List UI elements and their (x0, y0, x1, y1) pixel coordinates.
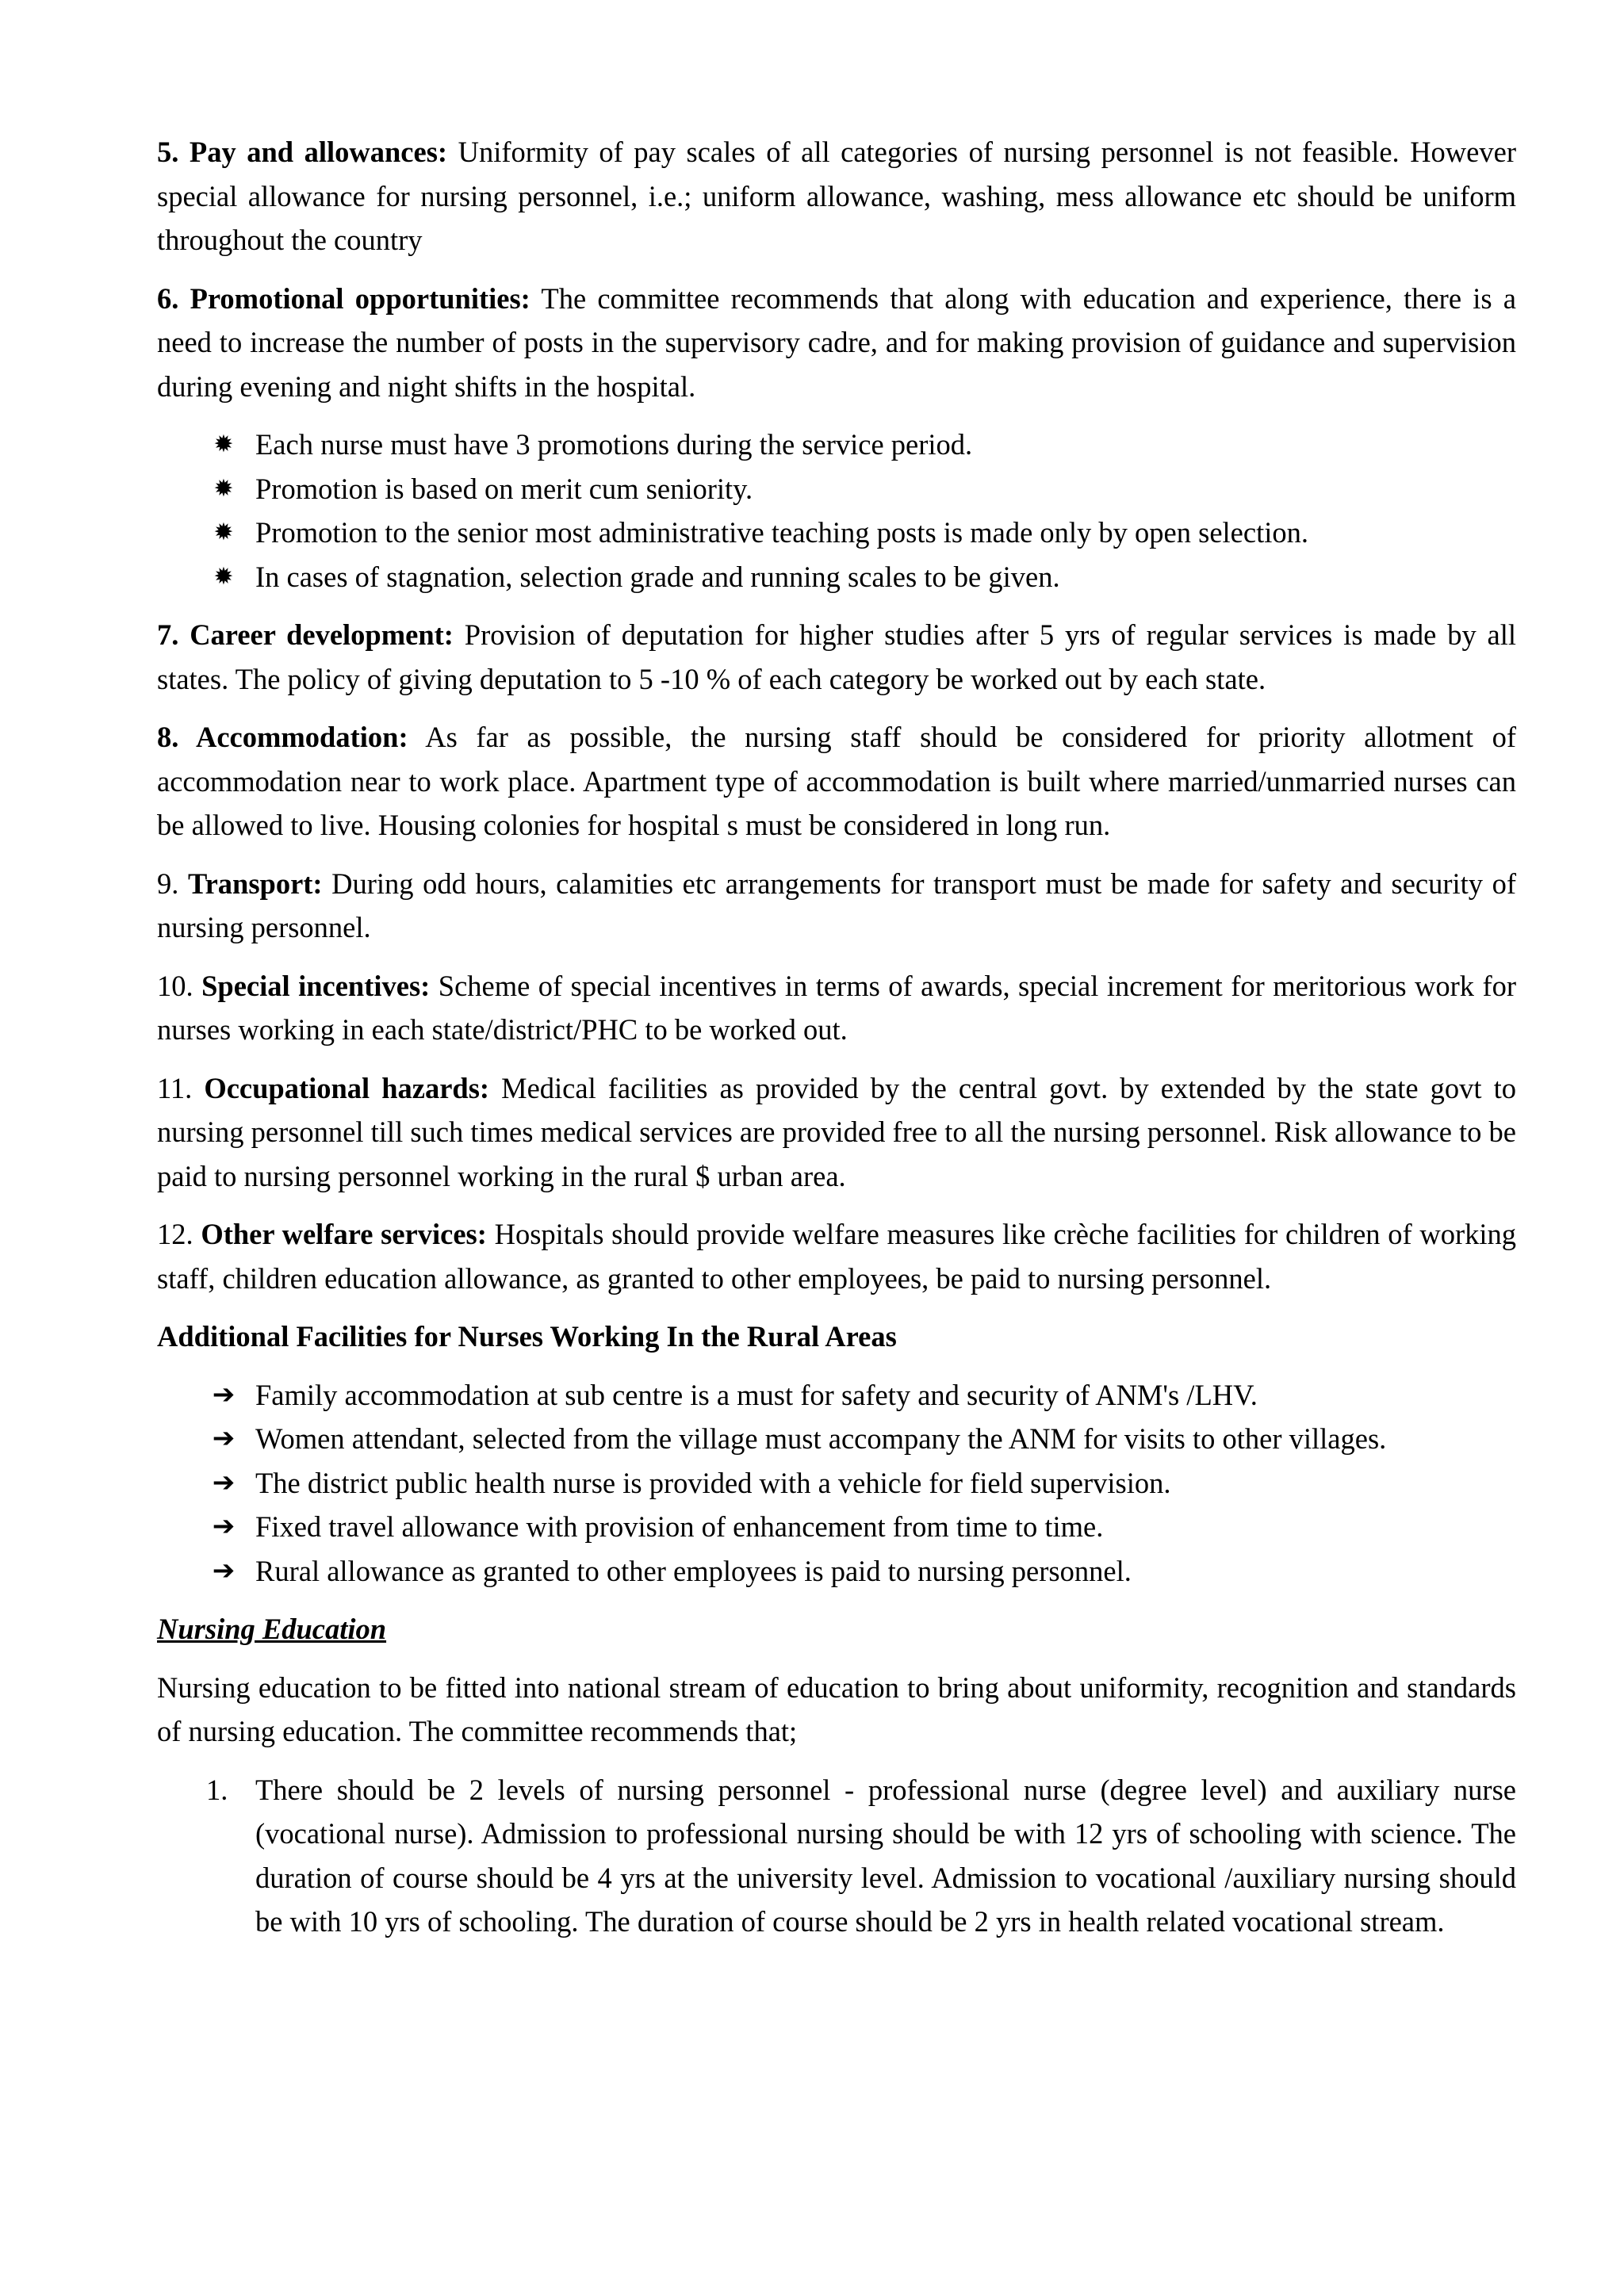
section-number: 9. (157, 867, 188, 900)
promotion-bullet-list (157, 423, 1516, 599)
section-body: As far as possible, the nursing staff should be considered for priority allotment of accommodation near to work place. Apartment type of accommodation is built where married/unmarried nurses can be allowed to live. Housing colonies for hospital s must be considered in long run. (157, 721, 1517, 841)
section-body: Medical facilities as provided by the central govt. by extended by the state govt to nursing personnel till such times medical services are provided free to all the nursing personnel. Risk allowance to be paid to nursing personnel working in the rural $ urban area. (157, 1071, 1517, 1192)
list-item (157, 511, 1516, 555)
section-body: Scheme of special incentives in terms of awards, special increment for meritorious work for nurses working in each state/district/PHC to be worked out. (157, 969, 1517, 1046)
section-body: During odd hours, calamities etc arrangements for transport must be made for safety and security of nursing personnel. (157, 867, 1517, 943)
list-item (157, 1768, 1516, 1944)
document-page (157, 130, 1516, 1944)
section-promotional-opportunities (157, 277, 1516, 409)
list-item-text: Each nurse must have 3 promotions during the service period. (255, 428, 973, 461)
section-heading: 5. Pay and allowances: (157, 136, 448, 168)
list-item-text: Women attendant, selected from the village must accompany the ANM for visits to other villages. (255, 1422, 1387, 1455)
list-item (157, 555, 1516, 599)
section-other-welfare-services (157, 1212, 1516, 1300)
list-item-text: Family accommodation at sub centre is a must for safety and security of ANM's /LHV. (255, 1378, 1258, 1411)
list-item (157, 423, 1516, 467)
section-number: 10. (157, 969, 202, 1002)
section-number: 12. (157, 1218, 201, 1250)
nursing-education-list (157, 1768, 1516, 1944)
nursing-education-intro: Nursing education to be fitted into national stream of education to bring about uniformity, recognition and standards of nursing education. The committee recommends that; (157, 1670, 1516, 1747)
star-bullet-icon: ✹ (213, 562, 234, 591)
arrow-bullet-icon: ➔ (212, 1466, 236, 1498)
section-career-development (157, 613, 1516, 701)
arrow-bullet-icon: ➔ (212, 1554, 236, 1586)
list-item-text: Rural allowance as granted to other employees is paid to nursing personnel. (255, 1554, 1132, 1587)
section-heading: Occupational hazards: (204, 1071, 490, 1104)
arrow-bullet-icon: ➔ (212, 1378, 236, 1410)
section-special-incentives (157, 964, 1516, 1052)
section-heading: Special incentives: (201, 969, 431, 1002)
list-item (157, 1417, 1516, 1461)
list-item-text: There should be 2 levels of nursing personnel - professional nurse (degree level) and auxiliary nurse (vocational nurse). Admission to professional nursing should be with 12 yrs of schooling with science. The duration of course should be 4 yrs at the university level. Admission to vocational /auxiliary nursing should be with 10 yrs of schooling. The duration of course should be 2 yrs in health related vocational stream. (255, 1773, 1516, 1938)
section-number: 11. (157, 1071, 205, 1104)
list-item-text: Fixed travel allowance with provision of enhancement from time to time. (255, 1510, 1104, 1543)
section-heading: 6. Promotional opportunities: (157, 281, 530, 315)
list-item (157, 467, 1516, 511)
list-item (157, 1505, 1516, 1549)
section-heading: Transport: (187, 867, 323, 900)
section-heading: Other welfare services: (201, 1218, 487, 1250)
section-heading: 7. Career development: (157, 618, 454, 651)
list-item (157, 1461, 1516, 1506)
list-item (157, 1549, 1516, 1594)
arrow-bullet-icon: ➔ (212, 1510, 236, 1542)
star-bullet-icon: ✹ (213, 519, 234, 546)
section-accommodation (157, 715, 1516, 848)
nursing-education-title: Nursing Education (157, 1613, 387, 1645)
section-transport (157, 862, 1516, 950)
rural-facilities-heading: Additional Facilities for Nurses Working In the Rural Areas (157, 1320, 897, 1353)
section-body: Hospitals should provide welfare measures like crèche facilities for children of working staff, children education allowance, as granted to other employees, be paid to nursing personnel. (157, 1218, 1516, 1295)
section-occupational-hazards (157, 1066, 1516, 1199)
section-heading: 8. Accommodation: (157, 721, 408, 753)
list-item-text: Promotion to the senior most administrative teaching posts is made only by open selection. (255, 516, 1308, 549)
section-pay-allowances (157, 130, 1516, 262)
list-item-number: 1. (206, 1773, 228, 1806)
list-item-text: Promotion is based on merit cum seniority. (255, 472, 753, 505)
star-bullet-icon: ✹ (213, 474, 234, 503)
list-item (157, 1373, 1516, 1418)
section-body: Uniformity of pay scales of all categories of nursing personnel is not feasible. However special allowance for nursing personnel, i.e.; uniform allowance, washing, mess allowance etc should be uniform throughout the country (157, 136, 1516, 256)
arrow-bullet-icon: ➔ (212, 1422, 236, 1454)
rural-facilities-list (157, 1373, 1516, 1594)
list-item-text: The district public health nurse is provided with a vehicle for field supervision. (255, 1466, 1171, 1499)
section-body: The committee recommends that along with education and experience, there is a need to increase the number of posts in the supervisory cadre, and for making provision of guidance and supervision during evening and night shifts in the hospital. (157, 281, 1516, 403)
section-body: Provision of deputation for higher studies after 5 yrs of regular services is made by all states. The policy of giving deputation to 5 -10 % of each category be worked out by each state. (157, 618, 1516, 695)
list-item-text: In cases of stagnation, selection grade and running scales to be given. (255, 560, 1060, 593)
star-bullet-icon: ✹ (213, 430, 234, 458)
